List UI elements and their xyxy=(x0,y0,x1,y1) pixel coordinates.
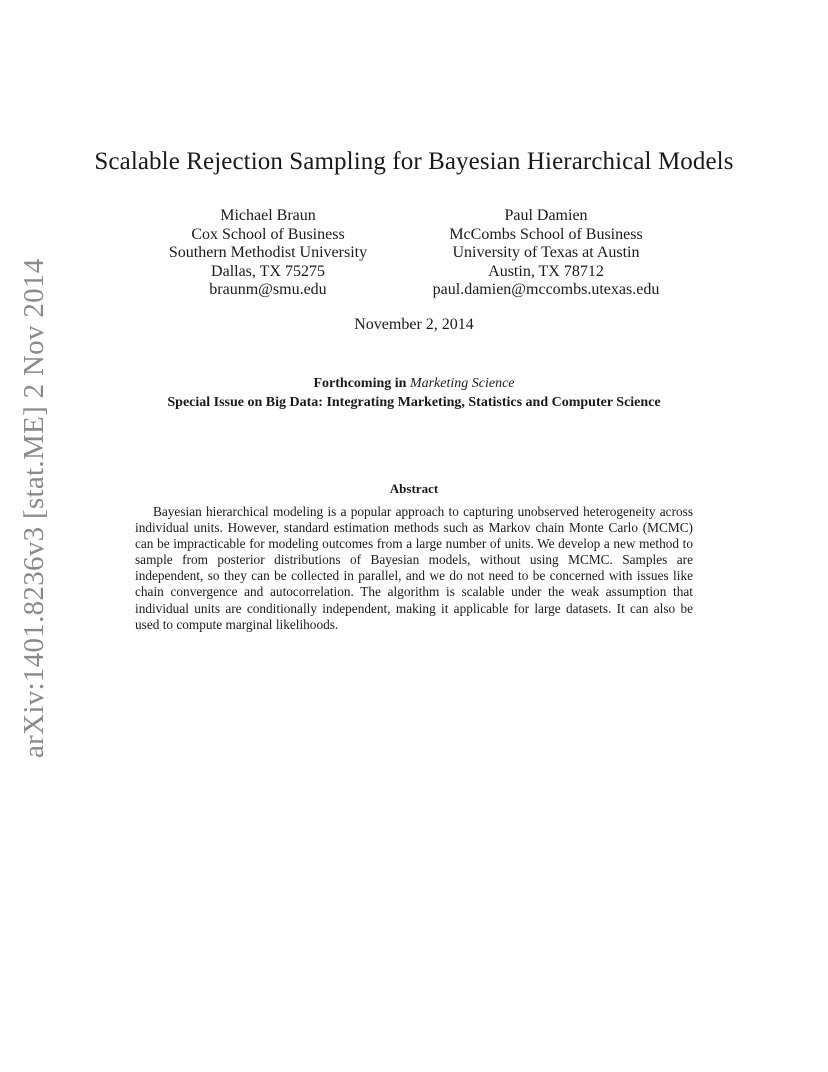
author-school: Cox School of Business xyxy=(191,225,345,243)
author-block xyxy=(0,207,828,307)
author-school: McCombs School of Business xyxy=(449,225,643,243)
arxiv-identifier-stamp: arXiv:1401.8236v3 [stat.ME] 2 Nov 2014 xyxy=(18,258,50,758)
author-name: Michael Braun xyxy=(220,207,316,224)
author-braun xyxy=(138,207,398,300)
author-damien xyxy=(410,207,682,300)
paper-date: November 2, 2014 xyxy=(354,316,474,333)
author-location: Dallas, TX 75275 xyxy=(211,262,325,280)
abstract-text: Bayesian hierarchical modeling is a popular approach to capturing unobserved heterogeneity across individual units. However, standard estimation methods such as Markov chain Monte Carlo (MCMC) can be impracticable for modeling outcomes from a large number of units. We develop a new method to sample from posterior distributions of Bayesian models, without using MCMC. Samples are independent, so they can be collected in parallel, and we do not need to be concerned with issues like chain convergence and autocorrelation. The algorithm is scalable under the weak assumption that individual units are conditionally independent, making it applicable for large datasets. It can also be used to compute marginal likelihoods. xyxy=(135,504,693,632)
paper-title: Scalable Rejection Sampling for Bayesian Hierarchical Models xyxy=(94,148,734,175)
journal-name: Marketing Science xyxy=(409,376,515,391)
author-name: Paul Damien xyxy=(504,207,588,224)
special-issue-line: Special Issue on Big Data: Integrating Marketing, Statistics and Computer Science xyxy=(167,395,661,410)
forthcoming-line xyxy=(0,374,828,393)
author-email: braunm@smu.edu xyxy=(209,281,327,299)
author-location: Austin, TX 78712 xyxy=(488,262,604,280)
author-email: paul.damien@mccombs.utexas.edu xyxy=(432,281,660,299)
author-university: University of Texas at Austin xyxy=(452,244,640,262)
abstract-heading: Abstract xyxy=(389,481,439,496)
publication-note xyxy=(0,374,828,412)
forthcoming-prefix: Forthcoming in xyxy=(313,376,407,391)
author-university: Southern Methodist University xyxy=(168,244,368,262)
